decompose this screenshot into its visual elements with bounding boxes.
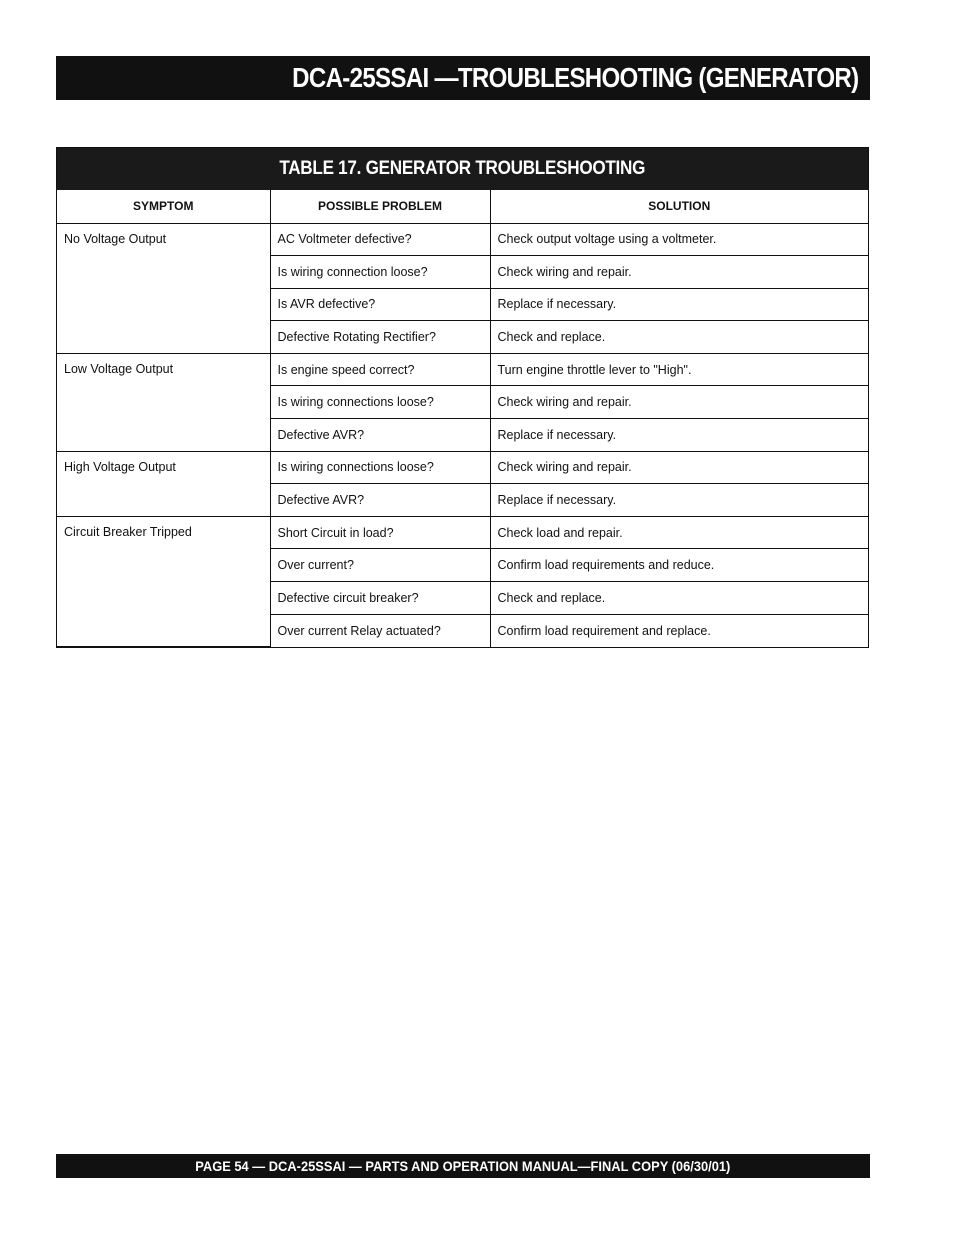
column-header-symptom: SYMPTOM — [57, 190, 270, 223]
symptom-cell: High Voltage Output — [57, 451, 270, 516]
table-row — [57, 451, 868, 484]
solution-cell: Turn engine throttle lever to "High". — [490, 353, 868, 386]
solution-cell: Check wiring and repair. — [490, 256, 868, 289]
symptom-cell: Circuit Breaker Tripped — [57, 516, 270, 646]
table-row — [57, 353, 868, 386]
column-header-solution: SOLUTION — [490, 190, 868, 223]
solution-cell: Check output voltage using a voltmeter. — [490, 223, 868, 256]
symptom-cell: No Voltage Output — [57, 223, 270, 353]
solution-cell: Check wiring and repair. — [490, 386, 868, 419]
solution-cell: Check wiring and repair. — [490, 451, 868, 484]
problem-cell: Defective circuit breaker? — [270, 582, 490, 615]
troubleshooting-table — [56, 147, 869, 648]
problem-cell: Is wiring connections loose? — [270, 386, 490, 419]
problem-cell: Is engine speed correct? — [270, 353, 490, 386]
problem-cell: Short Circuit in load? — [270, 516, 490, 549]
problem-cell: Over current Relay actuated? — [270, 614, 490, 647]
solution-cell: Replace if necessary. — [490, 288, 868, 321]
solution-cell: Check and replace. — [490, 582, 868, 615]
problem-cell: Over current? — [270, 549, 490, 582]
table-row — [57, 223, 868, 256]
symptom-cell: Low Voltage Output — [57, 353, 270, 451]
page-footer-bar — [56, 1154, 870, 1178]
page-footer: PAGE 54 — DCA-25SSAI — PARTS AND OPERATION MANUAL—FINAL COPY (06/30/01) — [195, 1158, 731, 1174]
problem-cell: Defective Rotating Rectifier? — [270, 321, 490, 354]
table-header-row — [57, 190, 868, 223]
solution-cell: Check and replace. — [490, 321, 868, 354]
problem-cell: Is AVR defective? — [270, 288, 490, 321]
table-caption-bar — [57, 148, 868, 190]
solution-cell: Replace if necessary. — [490, 419, 868, 452]
solution-cell: Replace if necessary. — [490, 484, 868, 517]
table-caption: TABLE 17. GENERATOR TROUBLESHOOTING — [279, 158, 646, 179]
solution-cell: Check load and repair. — [490, 516, 868, 549]
page-title-bar — [56, 56, 870, 100]
solution-cell: Confirm load requirement and replace. — [490, 614, 868, 647]
troubleshooting-grid — [57, 190, 868, 647]
problem-cell: Defective AVR? — [270, 484, 490, 517]
column-header-possible-problem: POSSIBLE PROBLEM — [270, 190, 490, 223]
problem-cell: Defective AVR? — [270, 419, 490, 452]
problem-cell: AC Voltmeter defective? — [270, 223, 490, 256]
table-row — [57, 516, 868, 549]
page-title: DCA-25SSAI —TROUBLESHOOTING (GENERATOR) — [291, 62, 858, 93]
solution-cell: Confirm load requirements and reduce. — [490, 549, 868, 582]
problem-cell: Is wiring connections loose? — [270, 451, 490, 484]
problem-cell: Is wiring connection loose? — [270, 256, 490, 289]
